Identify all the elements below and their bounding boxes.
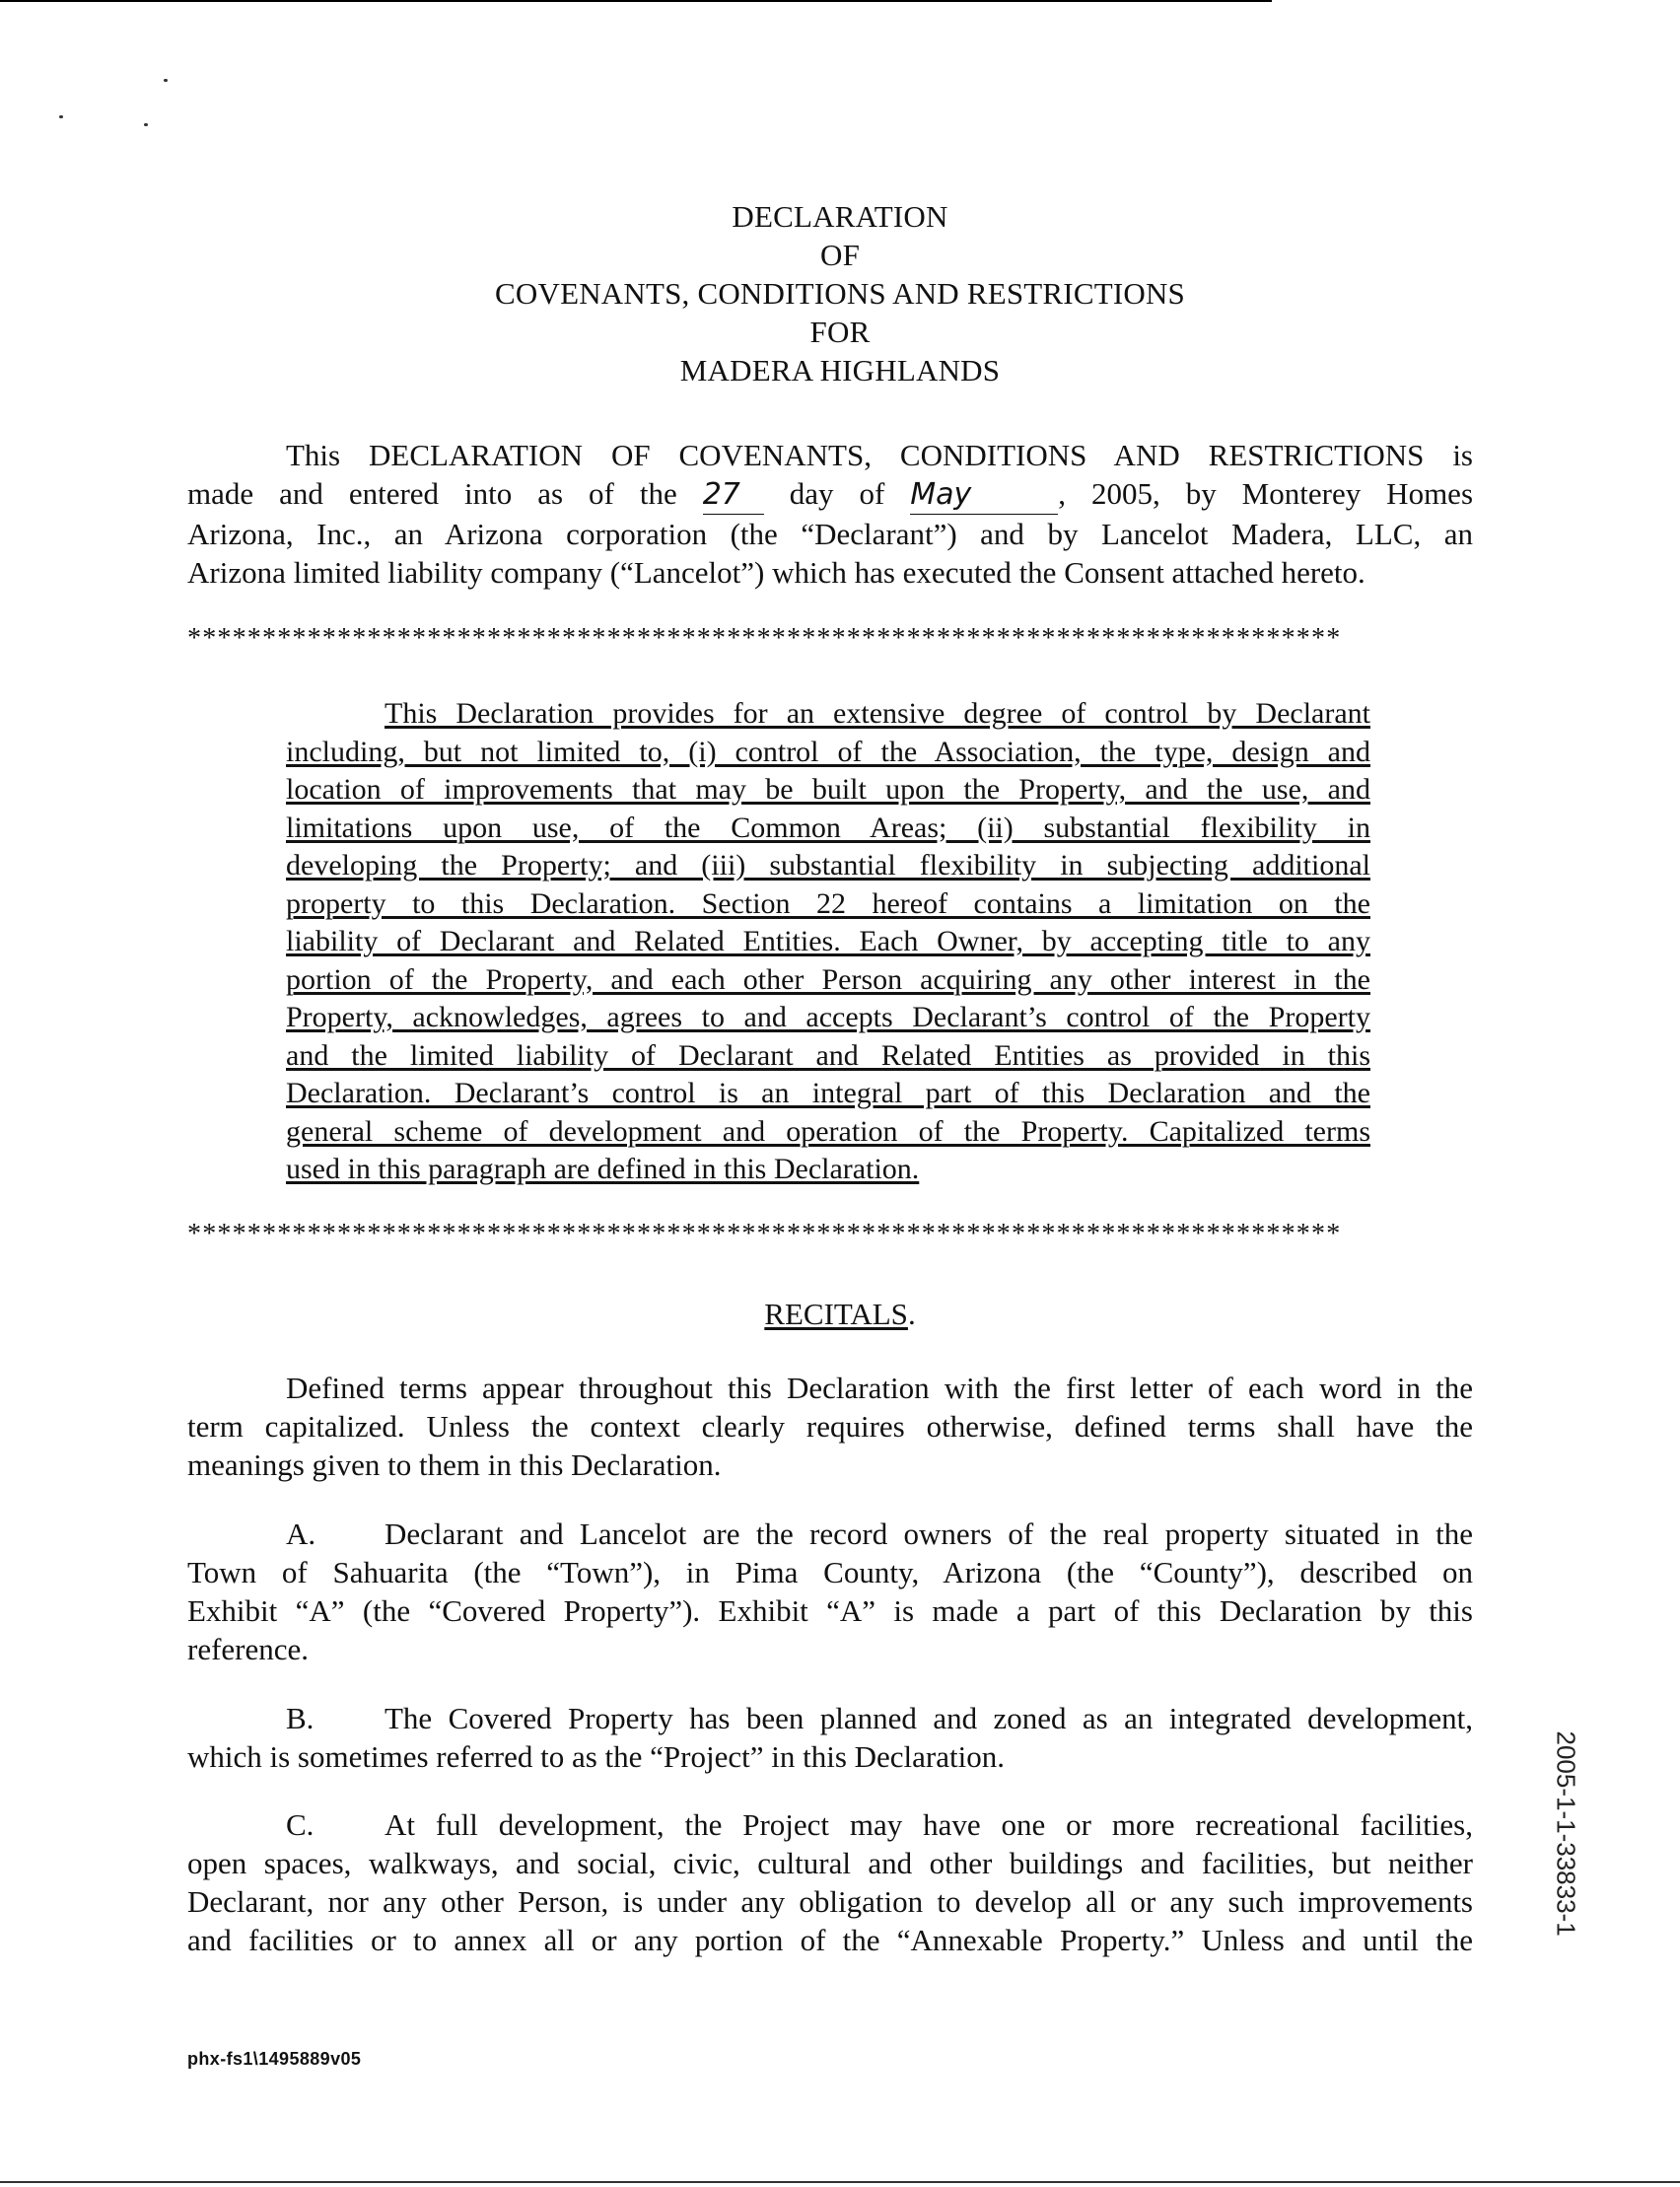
handwritten-day: 27 bbox=[703, 475, 764, 515]
control-notice bbox=[286, 695, 1370, 1189]
notice-line: location of improvements that may be built upon the Property, and the use, and bbox=[286, 773, 1370, 806]
title-line: DECLARATION bbox=[732, 199, 948, 234]
recitals-heading: RECITALS. bbox=[764, 1297, 916, 1331]
notice-line: property to this Declaration. Section 22 hereof contains a limitation on the bbox=[286, 886, 1370, 920]
title-line: COVENANTS, CONDITIONS AND RESTRICTIONS bbox=[495, 276, 1185, 311]
recital-b-line: which is sometimes referred to as the “Project” in this Declaration. bbox=[187, 1739, 1005, 1774]
notice-line: including, but not limited to, (i) control of the Association, the type, design and bbox=[286, 735, 1370, 768]
asterisk-separator-top: ***************************************************************************** bbox=[187, 623, 1342, 654]
document-title bbox=[0, 197, 1680, 389]
defined-terms-line: meanings given to them in this Declaration. bbox=[187, 1447, 722, 1482]
recital-a-line: Exhibit “A” (the “Covered Property”). Exhibit “A” is made a part of this Declaration by this bbox=[187, 1593, 1473, 1628]
recital-a-line: Town of Sahuarita (the “Town”), in Pima County, Arizona (the “County”), described on bbox=[187, 1555, 1473, 1589]
notice-line: This Declaration provides for an extensive degree of control by Declarant bbox=[385, 697, 1370, 730]
side-stamp-text: 2005-1-1-33833-1 bbox=[1551, 1730, 1581, 1937]
notice-line: portion of the Property, and each other Person acquiring any other interest in the bbox=[286, 962, 1370, 996]
intro-paragraph bbox=[187, 436, 1473, 592]
title-line: MADERA HIGHLANDS bbox=[679, 353, 1001, 388]
notice-line: Declaration. Declarant’s control is an integral part of this Declaration and the bbox=[286, 1077, 1370, 1109]
notice-line: developing the Property; and (iii) substantial flexibility in subjecting additional bbox=[286, 849, 1370, 882]
asterisk-separator-bottom: ***************************************************************************** bbox=[187, 1219, 1342, 1249]
notice-line: Property, acknowledges, agrees to and accepts Declarant’s control of the Property bbox=[286, 1001, 1370, 1033]
recital-a-line: A. Declarant and Lancelot are the record owners of the real property situated in the bbox=[286, 1517, 1473, 1551]
recital-c-line: Declarant, nor any other Person, is under any obligation to develop all or any such improvements bbox=[187, 1884, 1473, 1919]
recital-c bbox=[187, 1805, 1473, 1959]
recital-a-label: A. bbox=[286, 1517, 316, 1551]
bottom-border-line bbox=[0, 2181, 1680, 2183]
recital-b-line: B. The Covered Property has been planned and zoned as an integrated development, bbox=[286, 1701, 1473, 1735]
recital-c-line: C. At full development, the Project may have one or more recreational facilities, bbox=[286, 1807, 1473, 1842]
scan-speck bbox=[144, 123, 148, 126]
top-border-line bbox=[0, 0, 1272, 2]
recital-b-label: B. bbox=[286, 1701, 315, 1735]
recital-b bbox=[187, 1699, 1473, 1776]
notice-line: general scheme of development and operation of the Property. Capitalized terms bbox=[286, 1114, 1370, 1148]
notice-line: limitations upon use, of the Common Areas; (ii) substantial flexibility in bbox=[286, 811, 1370, 844]
recital-a-line: reference. bbox=[187, 1632, 310, 1666]
notice-line: used in this paragraph are defined in this Declaration. bbox=[286, 1153, 920, 1185]
scan-speck bbox=[59, 115, 63, 118]
notice-line: liability of Declarant and Related Entities. Each Owner, by accepting title to any bbox=[286, 925, 1370, 957]
notice-line: and the limited liability of Declarant and Related Entities as provided in this bbox=[286, 1038, 1370, 1072]
defined-terms-line: Defined terms appear throughout this Declaration with the first letter of each word in the bbox=[286, 1371, 1473, 1405]
title-line: FOR bbox=[809, 315, 871, 349]
side-recording-stamp bbox=[1546, 1578, 1585, 1937]
intro-line: This DECLARATION OF COVENANTS, CONDITIONS AND RESTRICTIONS is bbox=[286, 438, 1473, 472]
intro-line: Arizona, Inc., an Arizona corporation (the “Declarant”) and by Lancelot Madera, LLC, an bbox=[187, 517, 1473, 551]
scan-speck bbox=[164, 79, 168, 82]
recital-a bbox=[187, 1515, 1473, 1668]
title-line: OF bbox=[819, 238, 861, 272]
intro-line-with-date: made and entered into as of the 27 day of May , 2005, by Monterey Homes bbox=[187, 474, 1473, 515]
intro-line: Arizona limited liability company (“Lancelot”) which has executed the Consent attached hereto. bbox=[187, 555, 1365, 590]
recital-c-line: open spaces, walkways, and social, civic, cultural and other buildings and facilities, but neither bbox=[187, 1846, 1473, 1880]
handwritten-month: May bbox=[910, 475, 1058, 515]
recital-c-label: C. bbox=[286, 1807, 315, 1842]
defined-terms-paragraph bbox=[187, 1369, 1473, 1484]
defined-terms-line: term capitalized. Unless the context clearly requires otherwise, defined terms shall have the bbox=[187, 1409, 1473, 1444]
recital-c-line: and facilities or to annex all or any portion of the “Annexable Property.” Unless and until the bbox=[187, 1923, 1473, 1957]
document-footer-code: phx-fs1\1495889v05 bbox=[187, 2049, 362, 2069]
